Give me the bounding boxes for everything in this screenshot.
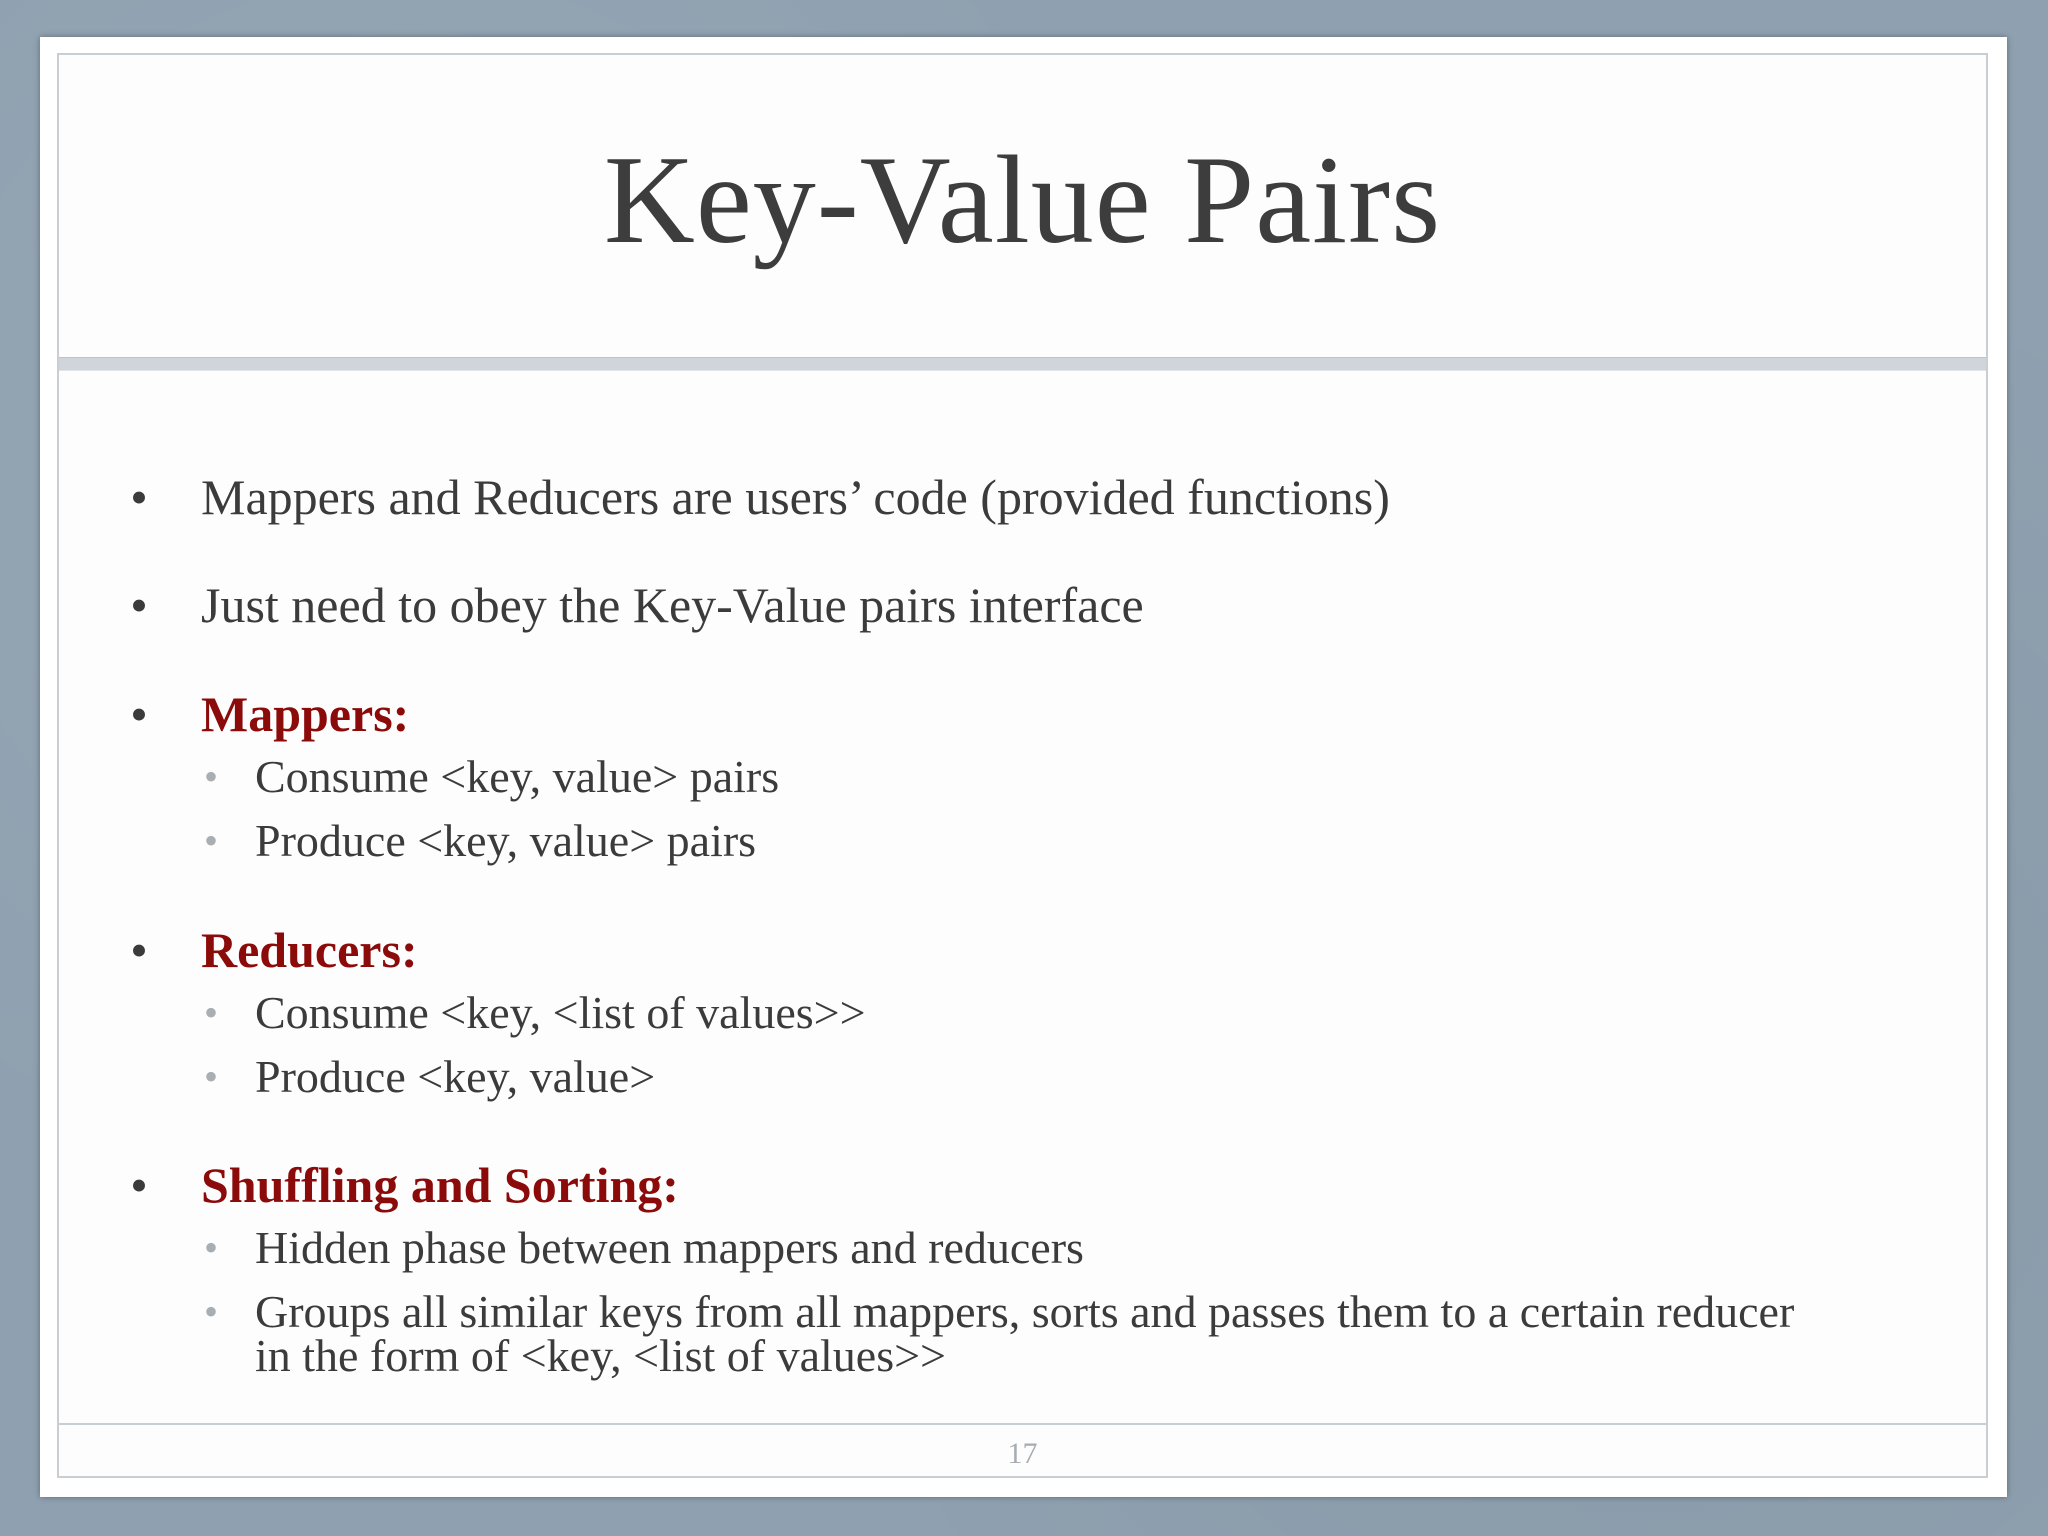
bullet-dot-icon: • <box>130 577 148 633</box>
sub-bullet-dot-icon: • <box>203 1054 218 1099</box>
bullet-dot-icon: • <box>130 1157 148 1213</box>
sub-bullet-text: Consume <key, <list of values>> <box>255 987 866 1038</box>
sub-bullet-text: Produce <key, value> <box>255 1051 656 1102</box>
bullet-dot-icon: • <box>130 686 148 742</box>
bullet-dot-icon: • <box>130 922 148 978</box>
bullet-heading-text: Mappers: <box>201 686 410 742</box>
footer-divider <box>59 1423 1986 1425</box>
bullet-heading-text: Reducers: <box>201 922 418 978</box>
sub-bullet-dot-icon: • <box>203 1289 218 1334</box>
slide <box>40 37 2007 1497</box>
sub-bullet-dot-icon: • <box>203 990 218 1035</box>
sub-bullet-text: Groups all similar keys from all mappers, sorts and passes them to a certain reducer in the form of <key, <list of values>> <box>255 1286 1795 1381</box>
bullet-dot-icon: • <box>130 469 148 525</box>
slide-title: Key-Value Pairs <box>603 131 1442 270</box>
slide-frame <box>57 53 1988 1478</box>
sub-bullet-dot-icon: • <box>203 754 218 799</box>
bullet-text: Mappers and Reducers are users’ code (provided functions) <box>201 469 1390 525</box>
sub-bullet-text: Produce <key, value> pairs <box>255 815 757 866</box>
title-area <box>59 55 1986 357</box>
sub-bullet-text: Consume <key, value> pairs <box>255 751 780 802</box>
bullet-text: Just need to obey the Key-Value pairs interface <box>201 577 1144 633</box>
sub-bullet-dot-icon: • <box>203 1225 218 1270</box>
sub-bullet-dot-icon: • <box>203 818 218 863</box>
sub-bullet-text: Hidden phase between mappers and reducers <box>255 1222 1084 1273</box>
bullet-heading-text: Shuffling and Sorting: <box>201 1157 679 1213</box>
page-number: 17 <box>1007 1437 1038 1470</box>
title-divider <box>59 357 1986 371</box>
